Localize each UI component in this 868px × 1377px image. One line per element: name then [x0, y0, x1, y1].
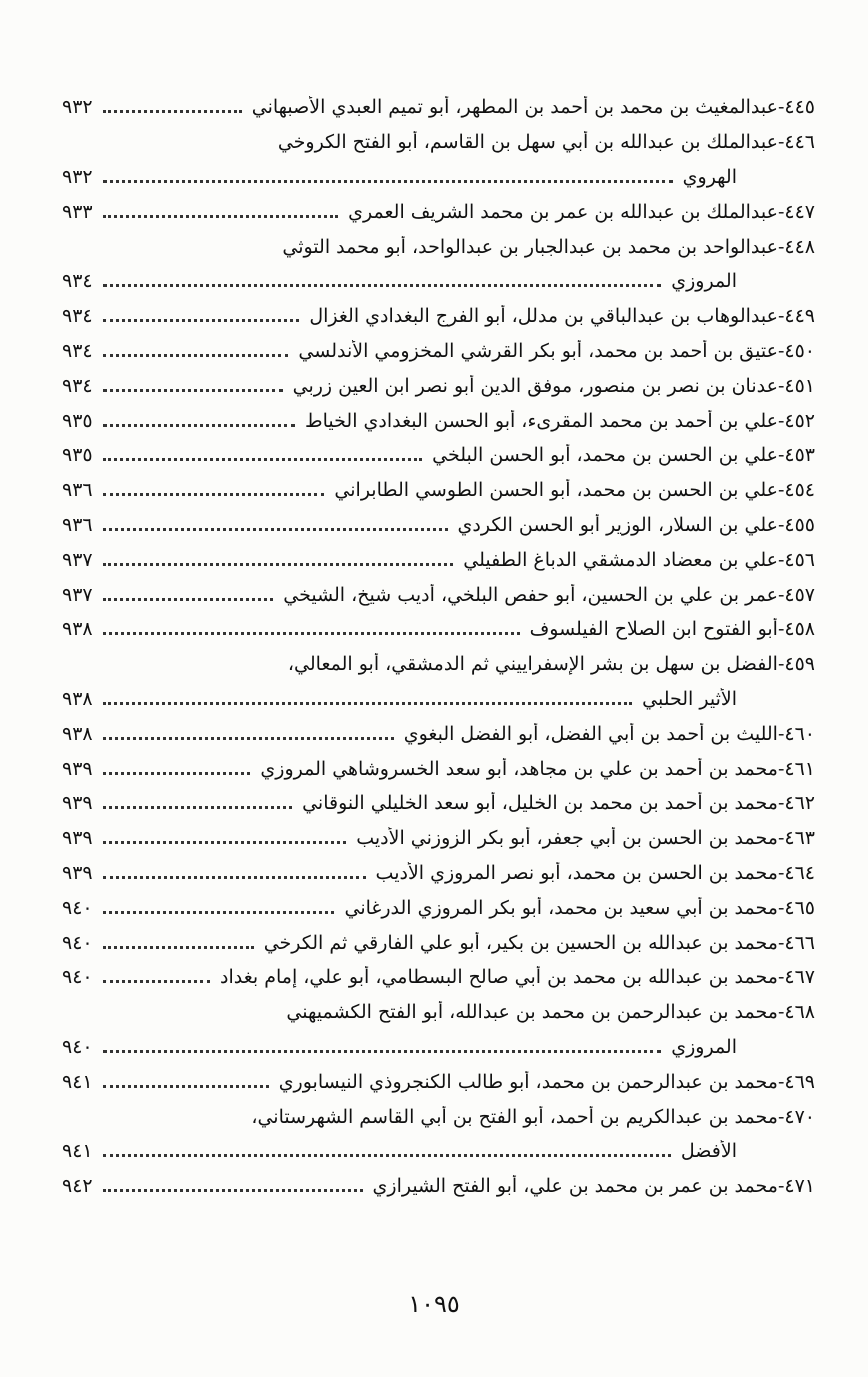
entry-title: عدنان بن نصر بن منصور، موفق الدين أبو نصر ابن العين زربي — [292, 374, 778, 397]
entry-number: ٤٤٩- — [777, 305, 815, 328]
entry-title: أبو الفتوح ابن الصلاح الفيلسوف — [529, 618, 778, 641]
entry-title: محمد بن عبدالرحمن بن محمد، أبو طالب الكنجروذي النيسابوري — [278, 1070, 778, 1093]
entry-page-number: ٩٣٢ — [62, 96, 93, 119]
dot-leader — [103, 736, 394, 740]
dot-leader — [103, 1153, 671, 1157]
toc-entry — [60, 438, 815, 473]
toc-entry — [60, 716, 815, 751]
entry-title: المروزي — [671, 1035, 737, 1058]
page-number: ١٠٩٥ — [408, 1290, 460, 1318]
toc-entry — [60, 299, 815, 334]
toc-entry — [60, 786, 815, 821]
entry-page-number: ٩٣٩ — [62, 757, 93, 780]
entry-number: ٤٥٠- — [777, 339, 815, 362]
toc-entry — [60, 473, 815, 508]
toc-entry-continuation — [60, 682, 815, 717]
entry-page-number: ٩٤٠ — [62, 896, 93, 919]
dot-leader — [103, 597, 274, 601]
entry-number: ٤٤٧- — [777, 200, 815, 223]
entry-title: محمد بن عبدالكريم بن أحمد، أبو الفتح بن أبي القاسم الشهرستاني، — [251, 1105, 778, 1128]
entry-title: عتيق بن أحمد بن محمد، أبو بكر القرشي المخزومي الأندلسي — [298, 339, 778, 362]
entry-page-number: ٩٣٤ — [62, 305, 93, 328]
entry-title: علي بن الحسن بن محمد، أبو الحسن الطوسي الطابراني — [334, 479, 778, 502]
dot-leader — [103, 109, 242, 113]
dot-leader — [103, 875, 366, 879]
dot-leader — [103, 283, 662, 287]
toc-entry — [60, 1099, 815, 1134]
entry-page-number: ٩٣٨ — [62, 618, 93, 641]
entry-title: عبدالمغيث بن محمد بن أحمد بن المطهر، أبو تميم العبدي الأصبهاني — [251, 96, 778, 119]
entry-number: ٤٦٦- — [777, 931, 815, 954]
entry-page-number: ٩٣٤ — [62, 374, 93, 397]
toc-entry — [60, 403, 815, 438]
dot-leader — [103, 945, 254, 949]
entry-title: علي بن أحمد بن محمد المقرىء، أبو الحسن البغدادي الخياط — [305, 409, 778, 432]
entry-page-number: ٩٣٨ — [62, 722, 93, 745]
entry-title: علي بن السلار، الوزير أبو الحسن الكردي — [457, 513, 778, 536]
entry-number: ٤٤٥- — [777, 96, 815, 119]
dot-leader — [103, 1049, 662, 1053]
entry-title: عبدالملك بن عبدالله بن عمر بن محمد الشريف العمري — [348, 200, 778, 223]
toc-entry — [60, 856, 815, 891]
dot-leader — [103, 423, 295, 427]
dot-leader — [103, 1188, 363, 1192]
entry-page-number: ٩٣٦ — [62, 513, 93, 536]
entry-number: ٤٥٤- — [777, 479, 815, 502]
toc-entry — [60, 1169, 815, 1204]
entry-title: المروزي — [671, 270, 737, 293]
entry-page-number: ٩٣٥ — [62, 409, 93, 432]
entry-number: ٤٦٢- — [777, 792, 815, 815]
dot-leader — [103, 910, 335, 914]
entry-title: الفضل بن سهل بن بشر الإسفراييني ثم الدمشقي، أبو المعالي، — [287, 653, 778, 676]
toc-entry — [60, 368, 815, 403]
entry-number: ٤٥٨- — [777, 618, 815, 641]
entry-number: ٤٤٦- — [777, 131, 815, 154]
entry-number: ٤٥١- — [777, 374, 815, 397]
toc-entry — [60, 647, 815, 682]
toc-entry — [60, 612, 815, 647]
entry-number: ٤٦٠- — [777, 722, 815, 745]
entry-number: ٤٥٧- — [777, 583, 815, 606]
dot-leader — [103, 353, 289, 357]
entry-number: ٤٤٨- — [777, 235, 815, 258]
toc-entry — [60, 125, 815, 160]
toc-entry — [60, 194, 815, 229]
entry-title: الأفضل — [680, 1140, 737, 1163]
entry-number: ٤٦٨- — [777, 1001, 815, 1024]
dot-leader — [103, 492, 325, 496]
entry-number: ٤٥٣- — [777, 444, 815, 467]
entry-page-number: ٩٤١ — [62, 1140, 93, 1163]
entry-number: ٤٥٢- — [777, 409, 815, 432]
entry-number: ٤٧٠- — [777, 1105, 815, 1128]
toc-entry — [60, 960, 815, 995]
dot-leader — [103, 701, 633, 705]
entry-page-number: ٩٤٠ — [62, 1035, 93, 1058]
entry-page-number: ٩٣٣ — [62, 200, 93, 223]
toc-entry — [60, 90, 815, 125]
entry-title: محمد بن الحسن بن أبي جعفر، أبو بكر الزوزني الأديب — [356, 827, 778, 850]
dot-leader — [103, 840, 347, 844]
entry-page-number: ٩٣٧ — [62, 583, 93, 606]
entry-title: محمد بن عبدالله بن محمد بن أبي صالح البسطامي، أبو علي، إمام بغداد — [220, 966, 778, 989]
toc-entry — [60, 925, 815, 960]
toc-entry — [60, 508, 815, 543]
entry-page-number: ٩٣٩ — [62, 861, 93, 884]
entry-number: ٤٥٦- — [777, 548, 815, 571]
entry-page-number: ٩٣٧ — [62, 548, 93, 571]
entry-page-number: ٩٣٩ — [62, 827, 93, 850]
entry-number: ٤٦٤- — [777, 861, 815, 884]
entry-title: محمد بن أحمد بن محمد بن الخليل، أبو سعد الخليلي النوقاني — [302, 792, 778, 815]
toc-entry-continuation — [60, 1134, 815, 1169]
entry-title: محمد بن الحسن بن محمد، أبو نصر المروزي الأديب — [375, 861, 778, 884]
dot-leader — [103, 214, 339, 218]
entry-number: ٤٦٣- — [777, 827, 815, 850]
entry-number: ٤٦٥- — [777, 896, 815, 919]
toc-entry-continuation — [60, 264, 815, 299]
entry-title: الهروي — [682, 165, 737, 188]
entry-title: علي بن معضاد الدمشقي الدباغ الطفيلي — [463, 548, 778, 571]
table-of-contents — [60, 90, 815, 1204]
toc-entry — [60, 751, 815, 786]
entry-page-number: ٩٣٤ — [62, 339, 93, 362]
entry-page-number: ٩٣٨ — [62, 687, 93, 710]
dot-leader — [103, 318, 300, 322]
dot-leader — [103, 527, 448, 531]
dot-leader — [103, 1084, 269, 1088]
toc-entry — [60, 995, 815, 1030]
entry-page-number: ٩٣٢ — [62, 165, 93, 188]
toc-entry — [60, 821, 815, 856]
toc-entry — [60, 334, 815, 369]
entry-page-number: ٩٤٢ — [62, 1175, 93, 1198]
entry-page-number: ٩٣٥ — [62, 444, 93, 467]
toc-entry — [60, 577, 815, 612]
entry-title: محمد بن عمر بن محمد بن علي، أبو الفتح الشيرازي — [372, 1175, 778, 1198]
entry-page-number: ٩٣٤ — [62, 270, 93, 293]
entry-title: الليث بن أحمد بن أبي الفضل، أبو الفضل البغوي — [403, 722, 778, 745]
entry-number: ٤٦٧- — [777, 966, 815, 989]
entry-title: عمر بن علي بن الحسين، أبو حفص البلخي، أديب شيخ، الشيخي — [283, 583, 778, 606]
entry-page-number: ٩٤١ — [62, 1070, 93, 1093]
entry-title: علي بن الحسن بن محمد، أبو الحسن البلخي — [432, 444, 778, 467]
dot-leader — [103, 562, 454, 566]
entry-title: عبدالوهاب بن عبدالباقي بن مدلل، أبو الفرج البغدادي الغزال — [309, 305, 778, 328]
entry-title: محمد بن أحمد بن علي بن مجاهد، أبو سعد الخسروشاهي المروزي — [260, 757, 778, 780]
dot-leader — [103, 979, 210, 983]
entry-page-number: ٩٣٦ — [62, 479, 93, 502]
entry-title: عبدالواحد بن محمد بن عبدالجبار بن عبدالواحد، أبو محمد التوثي — [282, 235, 778, 258]
toc-entry-continuation — [60, 1030, 815, 1065]
entry-page-number: ٩٣٩ — [62, 792, 93, 815]
entry-number: ٤٦٩- — [777, 1070, 815, 1093]
entry-title: محمد بن عبدالرحمن بن محمد بن عبدالله، أبو الفتح الكشميهني — [286, 1001, 778, 1024]
dot-leader — [103, 631, 520, 635]
dot-leader — [103, 805, 292, 809]
toc-entry-continuation — [60, 160, 815, 195]
entry-title: محمد بن أبي سعيد بن محمد، أبو بكر المروزي الدرغاني — [344, 896, 778, 919]
toc-entry — [60, 542, 815, 577]
entry-number: ٤٧١- — [777, 1175, 815, 1198]
entry-page-number: ٩٤٠ — [62, 966, 93, 989]
dot-leader — [103, 771, 251, 775]
entry-number: ٤٥٩- — [777, 653, 815, 676]
toc-entry — [60, 229, 815, 264]
entry-number: ٤٦١- — [777, 757, 815, 780]
entry-title: عبدالملك بن عبدالله بن أبي سهل بن القاسم، أبو الفتح الكروخي — [277, 131, 778, 154]
dot-leader — [103, 388, 283, 392]
entry-page-number: ٩٤٠ — [62, 931, 93, 954]
entry-title: الأثير الحلبي — [642, 687, 737, 710]
dot-leader — [103, 179, 673, 183]
entry-title: محمد بن عبدالله بن الحسين بن بكير، أبو علي الفارقي ثم الكرخي — [263, 931, 778, 954]
dot-leader — [103, 457, 422, 461]
toc-entry — [60, 1064, 815, 1099]
entry-number: ٤٥٥- — [777, 513, 815, 536]
toc-entry — [60, 890, 815, 925]
